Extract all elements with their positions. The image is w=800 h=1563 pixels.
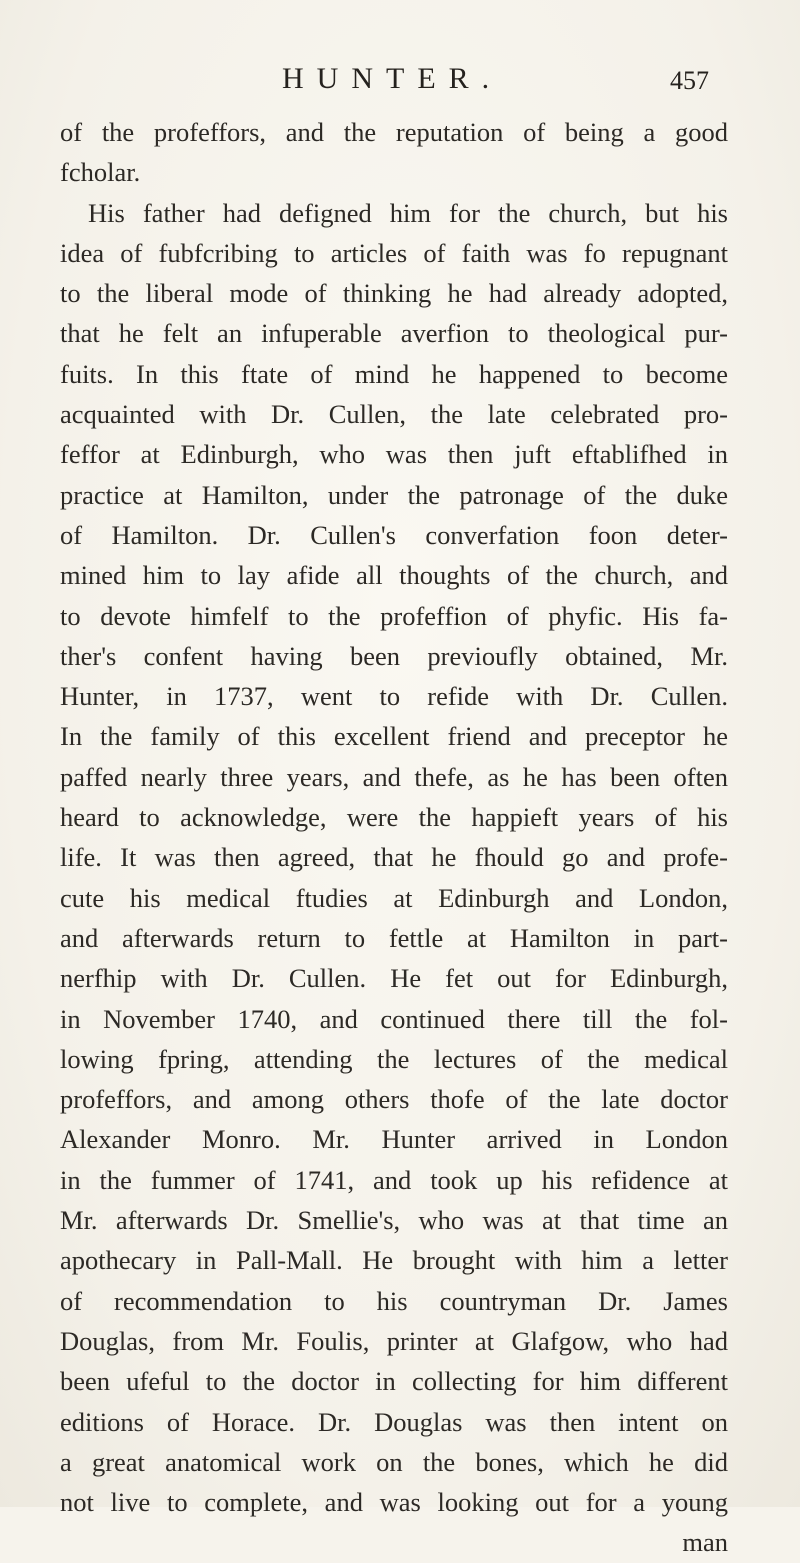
text-line: ther's confent having been previoufly obtained, Mr. [60, 640, 728, 671]
text-line: paffed nearly three years, and thefe, as he has been often [60, 761, 728, 792]
text-line: Hunter, in 1737, went to refide with Dr. Cullen. [60, 681, 728, 712]
body-text [60, 112, 728, 1563]
text-line: cute his medical ftudies at Edinburgh and London, [60, 882, 728, 913]
text-line: Alexander Monro. Mr. Hunter arrived in London [60, 1124, 728, 1155]
catchword: man [682, 1527, 728, 1558]
text-line: not live to complete, and was looking out for a young [60, 1487, 728, 1518]
text-line: Mr. afterwards Dr. Smellie's, who was at that time an [60, 1205, 728, 1236]
text-line: acquainted with Dr. Cullen, the late celebrated pro- [60, 399, 728, 430]
text-line: heard to acknowledge, were the happieft years of his [60, 802, 728, 833]
text-line: fcholar. [60, 157, 141, 188]
text-line: His father had defigned him for the church, but his [88, 197, 728, 228]
running-head [0, 62, 800, 102]
text-line: fuits. In this ftate of mind he happened to become [60, 358, 728, 389]
text-line: Douglas, from Mr. Foulis, printer at Glafgow, who had [60, 1325, 728, 1356]
text-line: feffor at Edinburgh, who was then juft eftablifhed in [60, 439, 728, 470]
text-line: of recommendation to his countryman Dr. James [60, 1285, 728, 1316]
text-line: idea of fubfcribing to articles of faith was fo repugnant [60, 237, 728, 268]
text-line: in the fummer of 1741, and took up his refidence at [60, 1164, 728, 1195]
text-line: to the liberal mode of thinking he had already adopted, [60, 278, 728, 309]
text-line: and afterwards return to fettle at Hamilton in part- [60, 922, 728, 953]
text-line: been ufeful to the doctor in collecting for him different [60, 1366, 728, 1397]
text-line: practice at Hamilton, under the patronage of the duke [60, 479, 728, 510]
page-number: 457 [670, 66, 709, 95]
text-line: in November 1740, and continued there till the fol- [60, 1003, 728, 1034]
text-line: apothecary in Pall-Mall. He brought with him a letter [60, 1245, 728, 1276]
text-line: of Hamilton. Dr. Cullen's converfation foon deter- [60, 519, 728, 550]
text-line: to devote himfelf to the profeffion of phyfic. His fa- [60, 600, 728, 631]
text-line: of the profeffors, and the reputation of being a good [60, 117, 728, 147]
running-title: HUNTER. [282, 62, 503, 95]
text-line: that he felt an infuperable averfion to theological pur- [60, 318, 728, 349]
text-line: nerfhip with Dr. Cullen. He fet out for Edinburgh, [60, 963, 728, 994]
text-line: lowing fpring, attending the lectures of the medical [60, 1043, 728, 1074]
text-line: editions of Horace. Dr. Douglas was then intent on [60, 1406, 728, 1437]
text-line: mined him to lay afide all thoughts of the church, and [60, 560, 728, 591]
text-line: life. It was then agreed, that he fhould go and profe- [60, 842, 728, 873]
text-line: In the family of this excellent friend and preceptor he [60, 721, 728, 752]
text-line: profeffors, and among others thofe of the late doctor [60, 1084, 728, 1115]
text-line: a great anatomical work on the bones, which he did [60, 1446, 728, 1477]
